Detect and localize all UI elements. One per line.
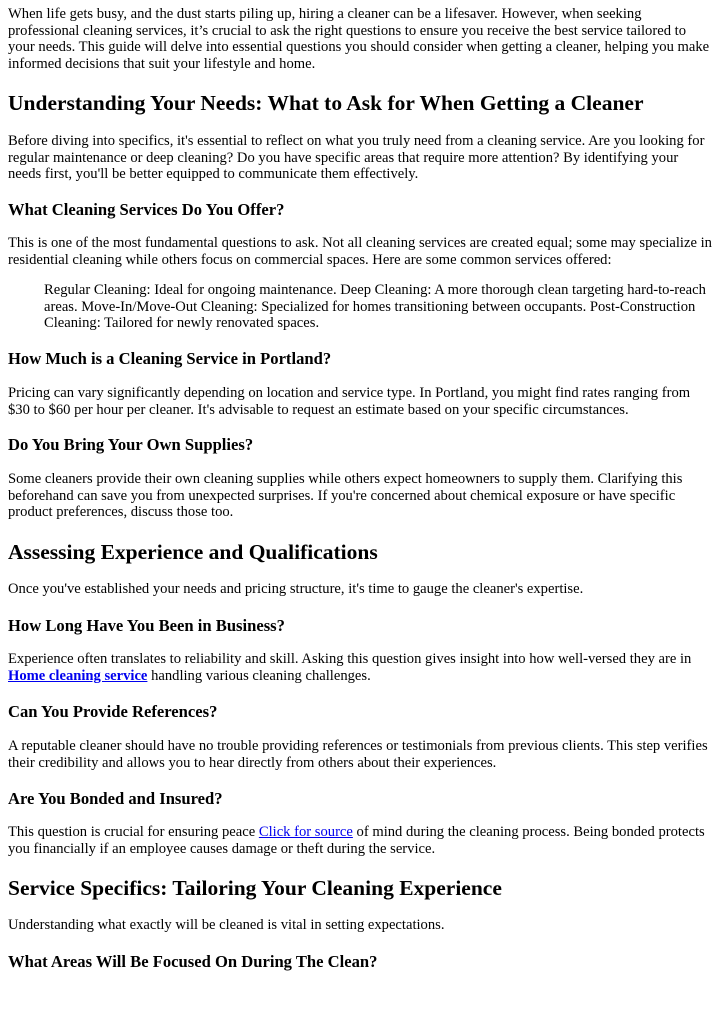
heading-focus-areas: What Areas Will Be Focused On During The Clean? [8,952,378,971]
heading-understanding-needs: Understanding Your Needs: What to Ask for When Getting a Cleaner [8,91,644,115]
bonded-paragraph [8,824,714,857]
needs-paragraph: Before diving into specifics, it's essential to reflect on what you truly need from a cleaning service. Are you looking for regular maintenance or deep cleaning? Do you have specific areas that require more attention? By identifying your needs first, you'll be better equipped to communicate them effectively. [8,133,705,183]
services-paragraph: This is one of the most fundamental questions to ask. Not all cleaning services are created equal; some may specialize in residential cleaning while others focus on commercial spaces. Here are some common services offered: [8,235,712,268]
references-paragraph: A reputable cleaner should have no trouble providing references or testimonials from previous clients. This step verifies their credibility and allows you to hear directly from others about their experiences. [8,738,708,771]
intro-paragraph: When life gets busy, and the dust starts piling up, hiring a cleaner can be a lifesaver. However, when seeking professional cleaning services, it’s crucial to ask the right questions to ensure you receive the best service tailored to your needs. This guide will delve into essential questions you should consider when getting a cleaner, helping you make informed decisions that suit your lifestyle and home. [8,6,710,72]
heading-references: Can You Provide References? [8,702,218,721]
specifics-paragraph: Understanding what exactly will be cleaned is vital in setting expectations. [8,917,445,933]
heading-years-in-business: How Long Have You Been in Business? [8,616,285,635]
supplies-paragraph: Some cleaners provide their own cleaning supplies while others expect homeowners to supply them. Clarifying this beforehand can save you from unexpected surprises. If you're concerned about chemical exposure or have specific product preferences, discuss those too. [8,471,683,521]
business-text-before: Experience often translates to reliability and skill. Asking this question gives insight into how well-versed they are in [8,651,692,667]
pricing-paragraph: Pricing can vary significantly depending on location and service type. In Portland, you might find rates ranging from $30 to $60 per hour per cleaner. It's advisable to request an estimate based on your specific circumstances. [8,385,691,418]
experience-paragraph: Once you've established your needs and pricing structure, it's time to gauge the cleaner's expertise. [8,581,584,597]
heading-bonded-insured: Are You Bonded and Insured? [8,789,223,808]
bonded-text-before: This question is crucial for ensuring peace [8,824,259,840]
heading-supplies: Do You Bring Your Own Supplies? [8,435,254,454]
home-cleaning-service-link[interactable]: Home cleaning service [8,667,148,684]
services-list-quote: Regular Cleaning: Ideal for ongoing maintenance. Deep Cleaning: A more thorough clean targeting hard-to-reach areas. Move-In/Move-Out Cleaning: Specialized for homes transitioning between occupants. Post-Construction Cleaning: Tailored for newly renovated spaces. [44,282,706,332]
business-paragraph [8,651,714,684]
heading-experience: Assessing Experience and Qualifications [8,540,378,564]
business-text-after: handling various cleaning challenges. [147,667,371,684]
click-for-source-link[interactable]: Click for source [258,824,353,840]
bonded-text-after: of mind during the cleaning process. Being bonded protects you financially if an employee causes damage or theft during the service. [8,824,705,857]
heading-portland-pricing: How Much is a Cleaning Service in Portland? [8,349,332,368]
heading-service-specifics: Service Specifics: Tailoring Your Cleaning Experience [8,876,502,900]
heading-services-offered: What Cleaning Services Do You Offer? [8,200,285,219]
